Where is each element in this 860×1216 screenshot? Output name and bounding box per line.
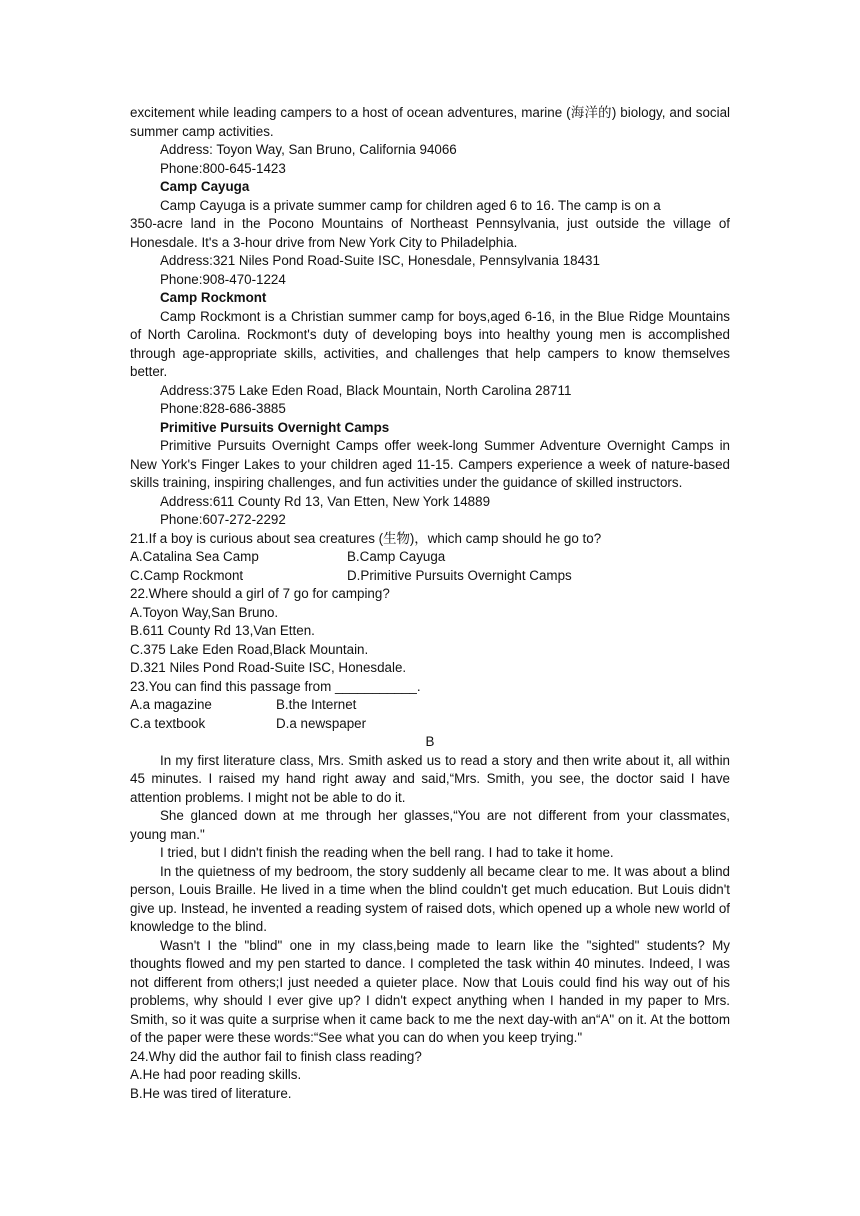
option-23a: A.a magazine — [130, 697, 212, 712]
rockmont-title: Camp Rockmont — [160, 290, 267, 305]
cayuga-title: Camp Cayuga — [160, 179, 250, 194]
passage-b-paragraph-5: Wasn't I the "blind" one in my class,being made to learn like the "sighted" students? My thoughts flowed and my pen started to dance. I completed the task within 40 minutes. Indeed, I was not different from others;I just needed a quieter place. Now that Louis could find his way out of his problems, why should I ever give up? I didn't expect anything when I handed in my paper to Mrs. Smith, so it was quite a surprise when it came back to me the next day-with an“A" on it. At the bottom of the paper were these words:“See what you can do when you keep trying." — [130, 937, 730, 1045]
passage-b-paragraph-1: In my first literature class, Mrs. Smith asked us to read a story and then write about it, all within 45 minutes. I raised my hand right away and said,“Mrs. Smith, you see, the doctor said I have attention problems. I might not be able to do it. — [130, 752, 730, 805]
question-23-options-row2 — [130, 715, 730, 734]
option-23c: C.a textbook — [130, 715, 206, 731]
question-21-options-row1 — [130, 548, 730, 567]
option-21d: D.Primitive Pursuits Overnight Camps — [347, 567, 572, 583]
rockmont-address: Address:375 Lake Eden Road, Black Mountain, North Carolina 28711 — [160, 382, 572, 398]
rockmont-body: Camp Rockmont is a Christian summer camp for boys,aged 6-16, in the Blue Ridge Mountains of North Carolina. Rockmont's duty of developing boys into healthy young men is accomplished through age-appropriate skills, activities, and challenges that help campers to know themselves better. — [130, 308, 730, 379]
catalina-address: Address: Toyon Way, San Bruno, California 94066 — [160, 142, 457, 157]
catalina-phone: Phone:800-645-1423 — [160, 160, 286, 176]
rockmont-phone: Phone:828-686-3885 — [160, 401, 286, 416]
question-21-options-row2 — [130, 567, 730, 586]
question-23-stem: 23.You can find this passage from ___________. — [130, 678, 421, 694]
option-22c: C.375 Lake Eden Road,Black Mountain. — [130, 641, 369, 657]
option-24a: A.He had poor reading skills. — [130, 1067, 302, 1082]
question-22-stem: 22.Where should a girl of 7 go for camping? — [130, 586, 390, 601]
question-23-options-row1 — [130, 696, 730, 715]
option-22b: B.611 County Rd 13,Van Etten. — [130, 623, 315, 638]
camp-intro-tail: excitement while leading campers to a host of ocean adventures, marine (海洋的) biology, and social summer camp activities. — [130, 105, 730, 139]
passage-b-paragraph-2: She glanced down at me through her glasses,“You are not different from your classmates, young man." — [130, 808, 730, 842]
option-21c: C.Camp Rockmont — [130, 567, 244, 583]
option-24b: B.He was tired of literature. — [130, 1085, 292, 1101]
passage-b-paragraph-4: In the quietness of my bedroom, the story suddenly all became clear to me. It was about a blind person, Louis Braille. He lived in a time when the blind couldn't get much education. But Louis didn't give up. Instead, he invented a reading system of raised dots, which opened up a whole new world of knowledge to the blind. — [130, 863, 730, 934]
question-24-stem: 24.Why did the author fail to finish class reading? — [130, 1048, 422, 1064]
option-22d: D.321 Niles Pond Road-Suite ISC, Honesdale. — [130, 660, 407, 675]
primitive-body: Primitive Pursuits Overnight Camps offer week-long Summer Adventure Overnight Camps in New York's Finger Lakes to your children aged 11-15. Campers experience a week of nature-based skills training, inspiring challenges, and fun activities under the guidance of skilled instructors. — [130, 438, 730, 490]
primitive-phone: Phone:607-272-2292 — [160, 512, 286, 527]
primitive-address: Address:611 County Rd 13, Van Etten, New York 14889 — [160, 493, 491, 509]
cayuga-line1: Camp Cayuga is a private summer camp for children aged 6 to 16. The camp is on a — [160, 197, 661, 213]
passage-b-paragraph-3: I tried, but I didn't finish the reading when the bell rang. I had to take it home. — [160, 845, 614, 860]
cayuga-phone: Phone:908-470-1224 — [160, 271, 286, 287]
option-22a: A.Toyon Way,San Bruno. — [130, 604, 279, 620]
primitive-title: Primitive Pursuits Overnight Camps — [160, 419, 390, 435]
document-page — [130, 104, 730, 1103]
option-23d: D.a newspaper — [276, 715, 367, 731]
option-21a: A.Catalina Sea Camp — [130, 549, 259, 564]
option-21b: B.Camp Cayuga — [347, 549, 446, 564]
option-23b: B.the Internet — [276, 697, 357, 712]
cayuga-address: Address:321 Niles Pond Road-Suite ISC, Honesdale, Pennsylvania 18431 — [160, 253, 600, 268]
section-b-label: B — [425, 734, 435, 749]
question-21-stem: 21.If a boy is curious about sea creatures (生物)，which camp should he go to? — [130, 530, 602, 546]
cayuga-line2: 350-acre land in the Pocono Mountains of Northeast Pennsylvania, just outside the village of Honesdale. It's a 3-hour drive from New York City to Philadelphia. — [130, 216, 730, 250]
